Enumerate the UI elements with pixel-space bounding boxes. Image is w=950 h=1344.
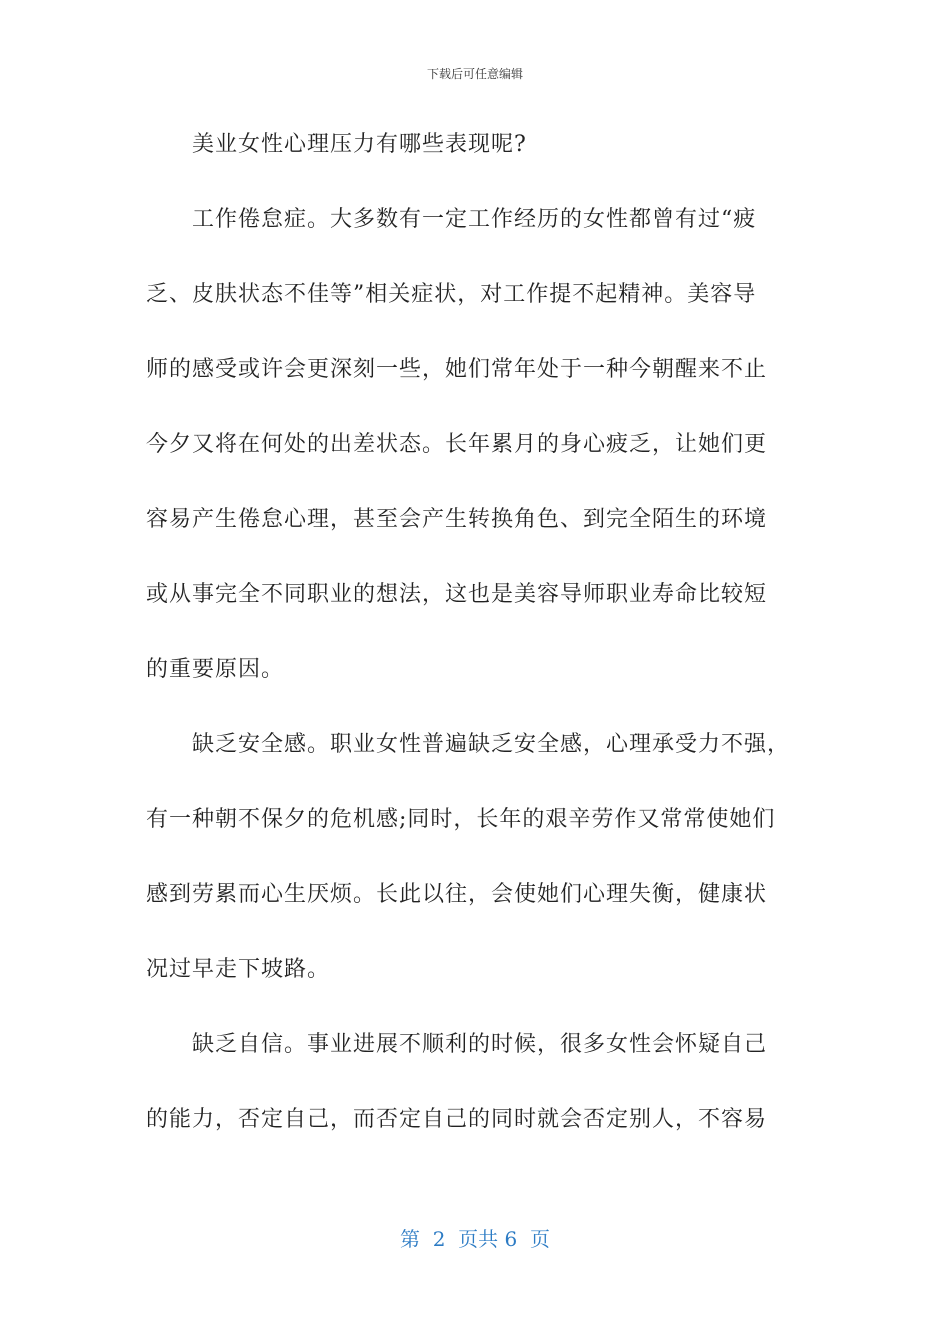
text-line: 工作倦怠症。大多数有一定工作经历的女性都曾有过“疲	[192, 207, 757, 232]
text-line: 师的感受或许会更深刻一些，她们常年处于一种今朝醒来不止	[146, 357, 768, 382]
text-line: 缺乏自信。事业进展不顺利的时候，很多女性会怀疑自己	[192, 1032, 768, 1057]
text-line: 缺乏安全感。职业女性普遍缺乏安全感，心理承受力不强，	[192, 732, 791, 757]
text-line: 今夕又将在何处的出差状态。长年累月的身心疲乏，让她们更	[146, 432, 768, 457]
text-line: 或从事完全不同职业的想法，这也是美容导师职业寿命比较短	[146, 582, 768, 607]
paragraph-question: 美业女性心理压力有哪些表现呢?	[192, 132, 527, 157]
text-line: 有一种朝不保夕的危机感;同时，长年的艰辛劳作又常常使她们	[146, 807, 776, 832]
page-number-footer: 第 2 页共 6 页	[400, 1227, 550, 1251]
text-line: 况过早走下坡路。	[146, 957, 331, 982]
text-line: 感到劳累而心生厌烦。长此以往，会使她们心理失衡，健康状	[146, 882, 768, 907]
page-header-note: 下载后可任意编辑	[426, 67, 523, 81]
document-body	[146, 123, 806, 1173]
text-line: 的重要原因。	[146, 657, 285, 682]
text-line: 容易产生倦怠心理，甚至会产生转换角色、到完全陌生的环境	[146, 507, 768, 532]
text-line: 乏、皮肤状态不佳等”相关症状，对工作提不起精神。美容导	[146, 282, 757, 307]
text-line: 的能力，否定自己，而否定自己的同时就会否定别人，不容易	[146, 1107, 768, 1132]
